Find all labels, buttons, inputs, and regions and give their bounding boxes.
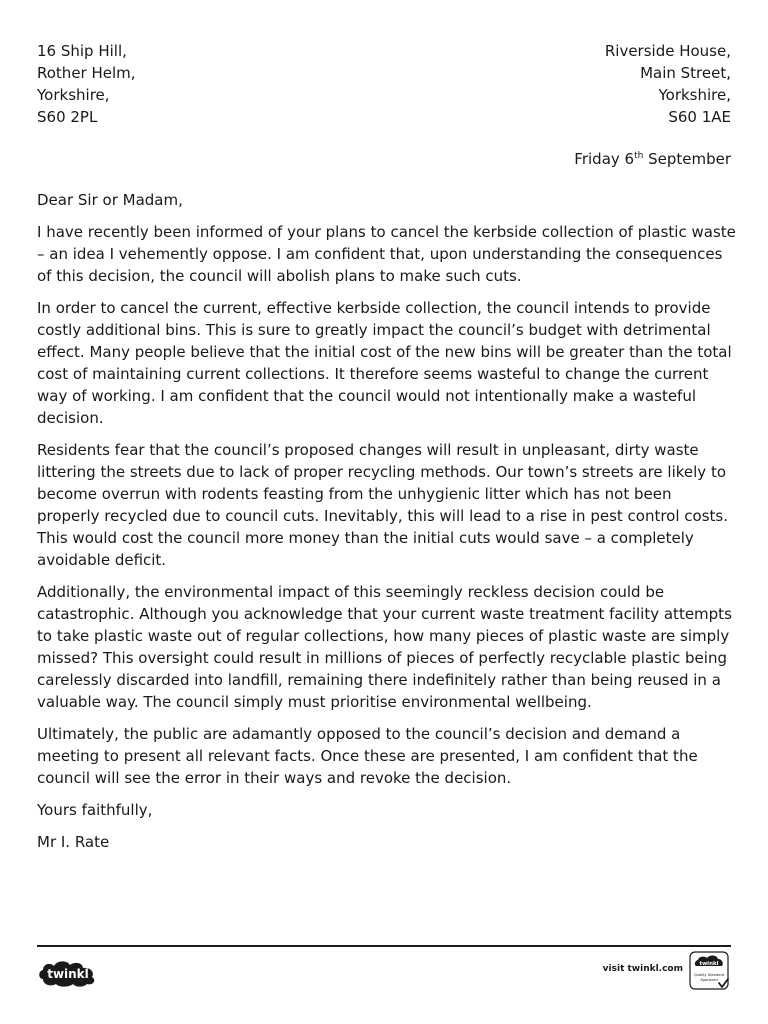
recipient-address-line: Yorkshire, — [658, 86, 731, 104]
paragraph-conclusion: Ultimately, the public are adamantly opposed to the council’s decision and demand a meeting to present all relevant facts. Once these are presented, I am confident that the council will see the error in their ways and revoke the decision. — [37, 725, 698, 787]
recipient-address — [605, 40, 731, 128]
badge-line2: Approved — [700, 978, 718, 982]
visit-link[interactable]: visit twinkl.com — [602, 964, 683, 974]
quality-badge — [689, 951, 731, 991]
paragraph-environment: Additionally, the environmental impact of this seemingly reckless decision could be catastrophic. Although you acknowledge that your current waste treatment facility attempts to take plastic waste out of regular collections, how many pieces of plastic waste are simply missed? This oversight could result in millions of pieces of perfectly recyclable plastic being carelessly discarded into landfill, remaining there indefinitely rather than being reused in a valuable way. The council simply must prioritise environmental wellbeing. — [37, 583, 732, 711]
sender-postcode: S60 2PL — [37, 108, 98, 126]
letter-date — [574, 148, 731, 170]
recipient-address-line: Main Street, — [640, 64, 731, 82]
paragraph-cost: In order to cancel the current, effective kerbside collection, the council intends to provide costly additional bins. This is sure to greatly impact the council’s budget with detrimental effect. Many people believe that the initial cost of the new bins will be greater than the total cost of maintaining current collections. It therefore seems wasteful to change the current way of working. I am confident that the council would not intentionally make a wasteful decision. — [37, 299, 732, 427]
footer-divider — [37, 945, 731, 947]
recipient-postcode: S60 1AE — [668, 108, 731, 126]
badge-line1: Quality Standard — [693, 973, 725, 977]
date-suffix: th — [634, 151, 644, 161]
letter-body — [37, 189, 737, 863]
sender-address — [37, 40, 136, 128]
paragraph-litter: Residents fear that the council’s proposed changes will result in unpleasant, dirty waste littering the streets due to lack of proper recycling methods. Our town’s streets are likely to become overrun with rodents feasting from the unhygienic litter which has not been properly recycled due to council cuts. Inevitably, this will lead to a rise in pest control costs. This would cost the council more money than the initial cuts would save – a completely avoidable deficit. — [37, 441, 729, 569]
paragraph-intro: I have recently been informed of your plans to cancel the kerbside collection of plastic waste – an idea I vehemently oppose. I am confident that, upon understanding the consequences of this decision, the council will abolish plans to make such cuts. — [37, 223, 736, 285]
salutation: Dear Sir or Madam, — [37, 191, 183, 209]
recipient-address-line: Riverside House, — [604, 42, 731, 60]
sender-address-line: Rother Helm, — [37, 64, 136, 82]
sender-address-line: 16 Ship Hill, — [37, 42, 127, 60]
date-day: Friday 6 — [574, 150, 635, 168]
logo-text: twinkl — [47, 967, 89, 981]
sender-address-line: Yorkshire, — [37, 86, 110, 104]
signature: Mr I. Rate — [37, 833, 110, 851]
twinkl-logo — [37, 957, 99, 987]
date-month: September — [643, 150, 731, 168]
signoff: Yours faithfully, — [37, 801, 153, 819]
badge-brand: twinkl — [699, 961, 719, 967]
